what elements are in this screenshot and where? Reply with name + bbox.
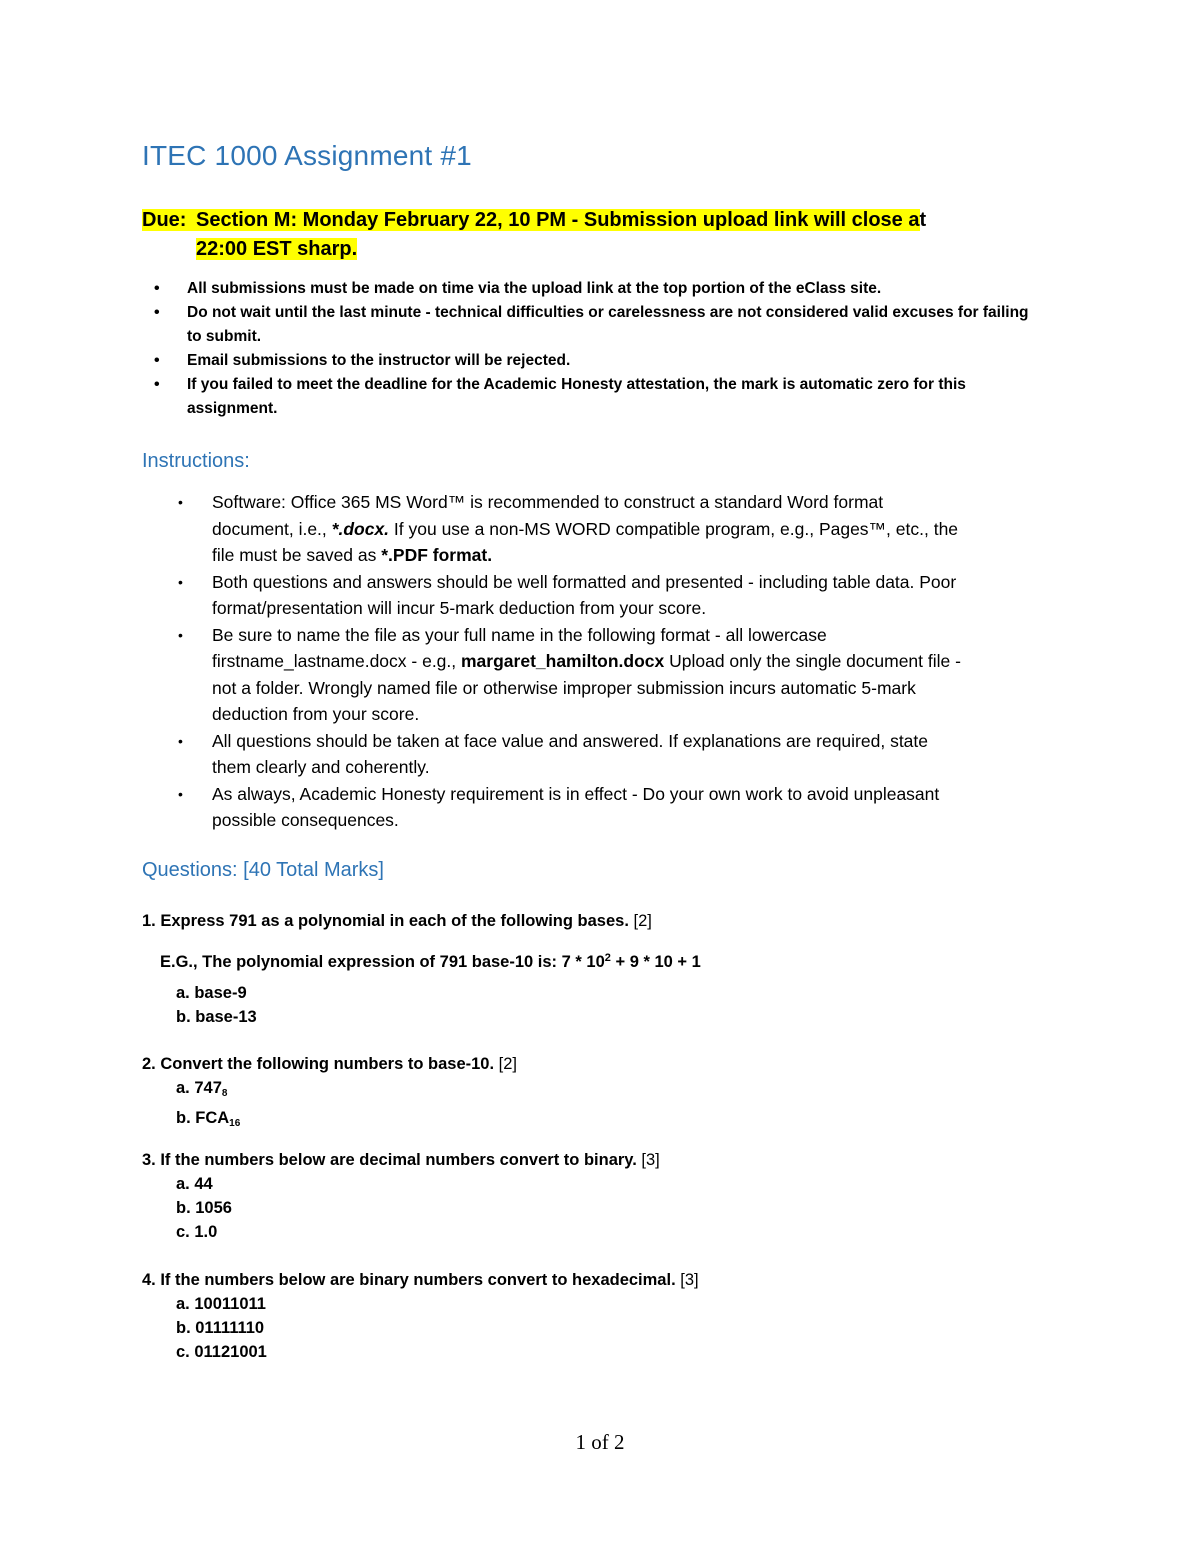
document-title: ITEC 1000 Assignment #1 xyxy=(142,140,472,171)
instruction-item: • Be sure to name the file as your full name in the following format - all lowercase firstname_lastname.docx - e.g., margaret_hamilton.docx Upload only the single document file - not a folder. Wrongly named file or otherwise improper submission incurs automatic 5-mark deduction from your score. xyxy=(142,622,962,728)
instruction-item: • Software: Office 365 MS Word™ is recommended to construct a standard Word format document, i.e., *.docx. If you use a non-MS WORD compatible program, e.g., Pages™, etc., the file must be saved as *.PDF format. xyxy=(142,489,962,569)
question-4-options xyxy=(176,1292,267,1364)
due-line1-text: Section M: Monday February 22, 10 PM - Submission upload link will close a xyxy=(196,209,920,231)
instruction-item: • All questions should be taken at face value and answered. If explanations are required, state them clearly and coherently. xyxy=(142,728,962,781)
due-line-1 xyxy=(142,206,1042,235)
instruction-item: • As always, Academic Honesty requirement is in effect - Do your own work to avoid unpleasant possible consequences. xyxy=(142,781,962,834)
questions-heading: Questions: [40 Total Marks] xyxy=(142,859,384,881)
due-line1-tail: t xyxy=(919,209,927,231)
option-item: b. $FCA_{16}$ xyxy=(176,1109,241,1129)
option-item: a. $747_8$ xyxy=(176,1079,228,1099)
due-notice xyxy=(142,206,1042,264)
page-number: 1 of 2 xyxy=(575,1430,625,1454)
option-item: a. 44 xyxy=(176,1175,213,1193)
rule-item: • Do not wait until the last minute - technical difficulties or carelessness are not considered valid excuses for failing to submit. xyxy=(142,301,1042,349)
question-3: 3. If the numbers below are decimal numbers convert to binary. [3] xyxy=(142,1151,660,1169)
bullet-icon: • xyxy=(178,573,183,590)
option-item: b. 1056 xyxy=(176,1199,232,1217)
bullet-icon: • xyxy=(178,626,183,643)
instructions-list xyxy=(142,489,962,834)
bullet-icon: • xyxy=(178,494,183,510)
submission-rules xyxy=(142,277,1042,421)
option-item: a. base-9 xyxy=(176,984,247,1002)
due-line-2 xyxy=(142,235,1042,264)
rule-item: • All submissions must be made on time via the upload link at the top portion of the eClass site. xyxy=(142,277,1042,301)
bullet-icon: • xyxy=(178,732,183,749)
rule-item: • If you failed to meet the deadline for the Academic Honesty attestation, the mark is automatic zero for this assignment. xyxy=(142,373,1042,421)
question-1-options xyxy=(176,981,257,1029)
option-item: b. base-13 xyxy=(176,1008,257,1026)
option-item: c. 01121001 xyxy=(176,1343,267,1361)
bullet-icon: • xyxy=(154,352,160,369)
question-2: 2. Convert the following numbers to base-10. [2] xyxy=(142,1055,517,1073)
question-1-example: E.G., The polynomial expression of 791 base-10 is: $7 * 10^2 + 9 * 10 + 1$ xyxy=(160,952,701,971)
bullet-icon: • xyxy=(154,280,160,297)
option-item: c. 1.0 xyxy=(176,1223,218,1241)
question-1: 1. Express 791 as a polynomial in each of the following bases. [2] xyxy=(142,912,652,930)
question-4: 4. If the numbers below are binary numbers convert to hexadecimal. [3] xyxy=(142,1271,699,1289)
bullet-icon: • xyxy=(154,376,160,393)
bullet-icon: • xyxy=(178,785,183,802)
bullet-icon: • xyxy=(154,304,160,321)
due-label: Due: xyxy=(142,209,196,231)
option-item: b. 01111110 xyxy=(176,1319,265,1337)
question-3-options xyxy=(176,1172,232,1244)
instructions-heading: Instructions: xyxy=(142,450,250,472)
question-2-options xyxy=(176,1076,240,1136)
option-item: a. 10011011 xyxy=(176,1295,266,1313)
instruction-item: • Both questions and answers should be well formatted and presented - including table data. Poor format/presentation will incur 5-mark deduction from your score. xyxy=(142,569,962,622)
due-line2-text: 22:00 EST sharp. xyxy=(196,238,358,260)
rule-item: • Email submissions to the instructor will be rejected. xyxy=(142,349,1042,373)
